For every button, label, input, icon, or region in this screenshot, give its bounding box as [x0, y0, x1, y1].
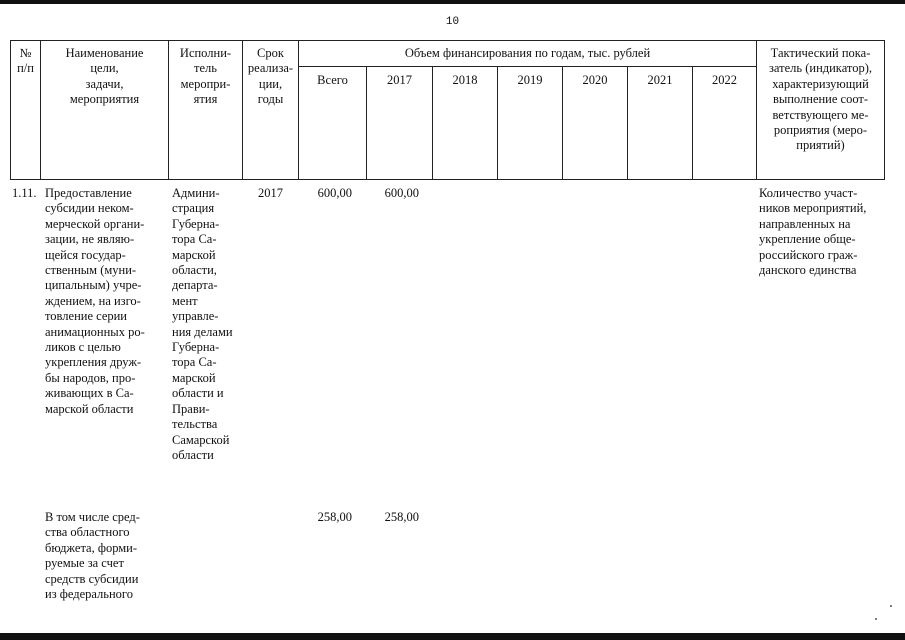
- row1-term: 2017: [258, 186, 283, 200]
- scan-speck: [890, 605, 892, 607]
- table-top-line: [10, 40, 884, 41]
- row1-2017: 600,00: [384, 186, 419, 200]
- header-total: Всего: [317, 73, 348, 87]
- header-year-2018: 2018: [452, 73, 478, 87]
- row2-name: В том числе сред- ства областного бюджета, форми- руемые за счет средств субсидии из федерального: [45, 510, 140, 602]
- row2-2017: 258,00: [384, 510, 419, 524]
- header-year-2017: 2017: [387, 73, 412, 87]
- header-year-2020: 2020: [582, 73, 608, 87]
- header-year-2019: 2019: [517, 73, 543, 87]
- scan-speck: [875, 618, 877, 620]
- bottom-border: [0, 633, 905, 640]
- header-term: Срок реализа- ции, годы: [247, 46, 294, 107]
- header-name: Наименование цели, задачи, мероприятия: [65, 46, 144, 107]
- row1-indicator: Количество участ- ников мероприятий, направленных на укрепление обще- российского граж- данского единства: [759, 186, 867, 278]
- header-bottom-line: [10, 179, 884, 180]
- row1-name: Предоставление субсидии неком- мерческой органи- зации, не являю- щейся государ- ственным (муни- ципальным) учре- ждением, на изго- товление серии анимационных ро- ликов с целью укрепления друж- бы народов, про- живающих в Са- марской области: [45, 186, 145, 416]
- header-year-2021: 2021: [647, 73, 673, 87]
- header-indicator: Тактический пока- затель (индикатор), характеризующий выполнение соот- ветствующего ме- роприятия (меро- приятий): [768, 46, 873, 153]
- row2-total: 258,00: [317, 510, 352, 524]
- header-funding: Объем финансирования по годам, тыс. рублей: [404, 46, 651, 60]
- header-year-2022: 2022: [712, 73, 737, 87]
- header-executor: Исполни- тель меропри- ятия: [179, 46, 232, 107]
- top-border: [0, 0, 905, 4]
- header-num: № п/п: [17, 46, 34, 76]
- row1-executor: Админи- страция Губерна- тора Са- марской области, департа- мент управле- ния делами Губерна- тора Са- марской области и Прави- тельства Самарской области: [172, 186, 233, 462]
- row1-num: 1.11.: [12, 186, 37, 200]
- page-number: 10: [445, 16, 460, 28]
- row1-total: 600,00: [317, 186, 352, 200]
